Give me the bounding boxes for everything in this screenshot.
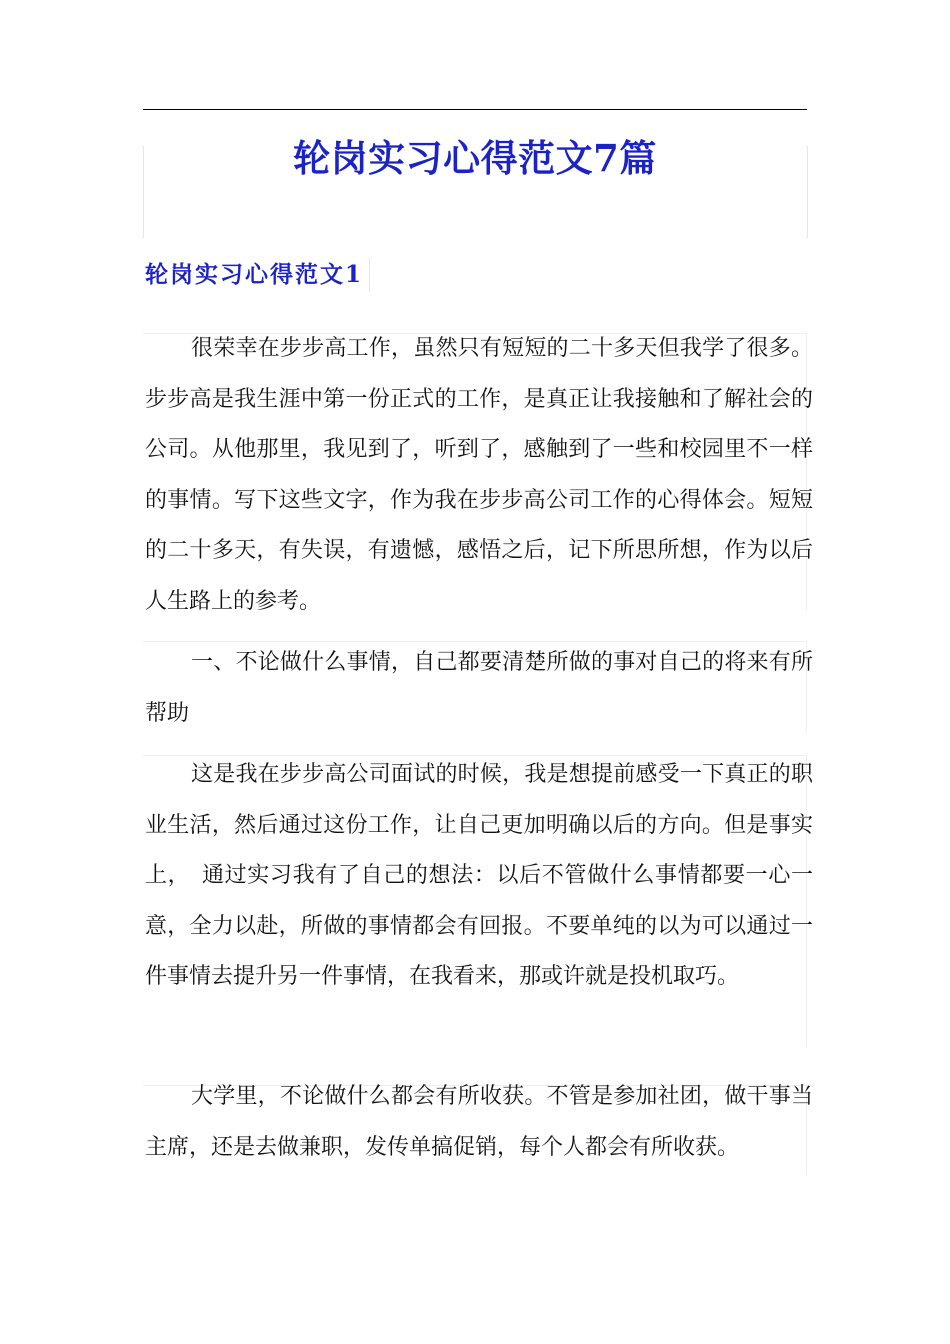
body-paragraph: 很荣幸在步步高工作，虽然只有短短的二十多天但我学了很多。步步高是我生涯中第一份正式的工作，是真正让我接触和了解社会的公司。从他那里，我见到了，听到了，感触到了一些和校园里不一样的事情。写下这些文字，作为我在步步高公司工作的心得体会。短短的二十多天，有失误，有遗憾，感悟之后，记下所思所想，作为以后人生路上的参考。: [145, 336, 813, 614]
document-title: 轮岗实习心得范文7篇: [293, 136, 657, 180]
section-heading: 轮岗实习心得范文1: [145, 258, 370, 292]
body-paragraph: 一、不论做什么事情，自己都要清楚所做的事对自己的将来有所帮助: [145, 650, 813, 726]
body-paragraph: 大学里，不论做什么都会有所收获。不管是参加社团，做干事当主席，还是去做兼职，发传单搞促销，每个人都会有所收获。: [145, 1084, 813, 1160]
body-paragraph: 这是我在步步高公司面试的时候，我是想提前感受一下真正的职业生活，然后通过这份工作，让自己更加明确以后的方向。但是事实上， 通过实习我有了自己的想法：以后不管做什么事情都要一心一意，全力以赴，所做的事情都会有回报。不要单纯的以为可以通过一件事情去提升另一件事情，在我看来，那或许就是投机取巧。: [145, 762, 813, 989]
header-rule: [143, 109, 807, 110]
